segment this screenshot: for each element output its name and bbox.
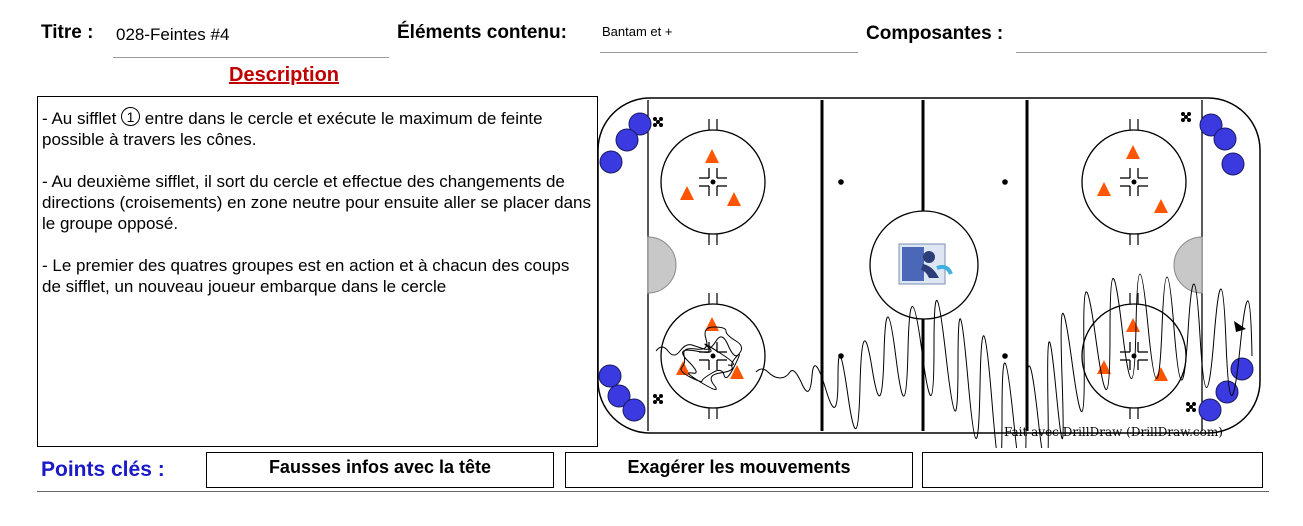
description-paragraph-1 — [42, 107, 591, 150]
p1-text-end: entre dans le cercle et exécute le maximum de feinte possible à travers les cônes. — [42, 109, 543, 149]
elements-value: Bantam et + — [602, 24, 673, 39]
description-paragraph-3: - Le premier des quatres groupes est en action et à chacun des coups de sifflet, un nouveau joueur embarque dans le cercle — [42, 256, 570, 296]
key-points-label: Points clés : — [41, 458, 165, 481]
composantes-field[interactable] — [1016, 20, 1267, 53]
neutral-dot — [1002, 353, 1008, 359]
composantes-label: Composantes : — [866, 23, 1004, 44]
neutral-dot — [838, 179, 844, 185]
center-logo — [899, 244, 951, 284]
key-point-3[interactable] — [922, 452, 1263, 488]
title-field[interactable] — [113, 22, 389, 58]
key-point-2[interactable] — [565, 452, 913, 488]
neutral-dot — [1002, 179, 1008, 185]
description-paragraph-2: - Au deuxième sifflet, il sort du cercle et effectue des changements de directions (croisements) en zone neutre pour ensuite aller se placer dans le groupe opposé. — [42, 172, 592, 233]
key-point-2-text: Exagérer les mouvements — [627, 457, 851, 477]
bottom-divider — [37, 491, 1269, 492]
elements-field[interactable] — [600, 20, 858, 53]
rink-diagram — [596, 96, 1262, 448]
player-1-marker: 1 — [121, 107, 140, 126]
description-heading: Description — [229, 64, 340, 86]
key-point-1[interactable] — [206, 452, 554, 488]
description-box — [37, 96, 598, 447]
key-point-1-text: Fausses infos avec la tête — [268, 457, 492, 477]
p1-text-start: - Au sifflet — [42, 109, 122, 128]
title-value: 028-Feintes #4 — [116, 25, 230, 44]
elements-label: Éléments contenu: — [397, 22, 567, 43]
drilldraw-credit: Fait avec DrillDraw (DrillDraw.com) — [1004, 425, 1223, 439]
title-label: Titre : — [41, 22, 94, 43]
